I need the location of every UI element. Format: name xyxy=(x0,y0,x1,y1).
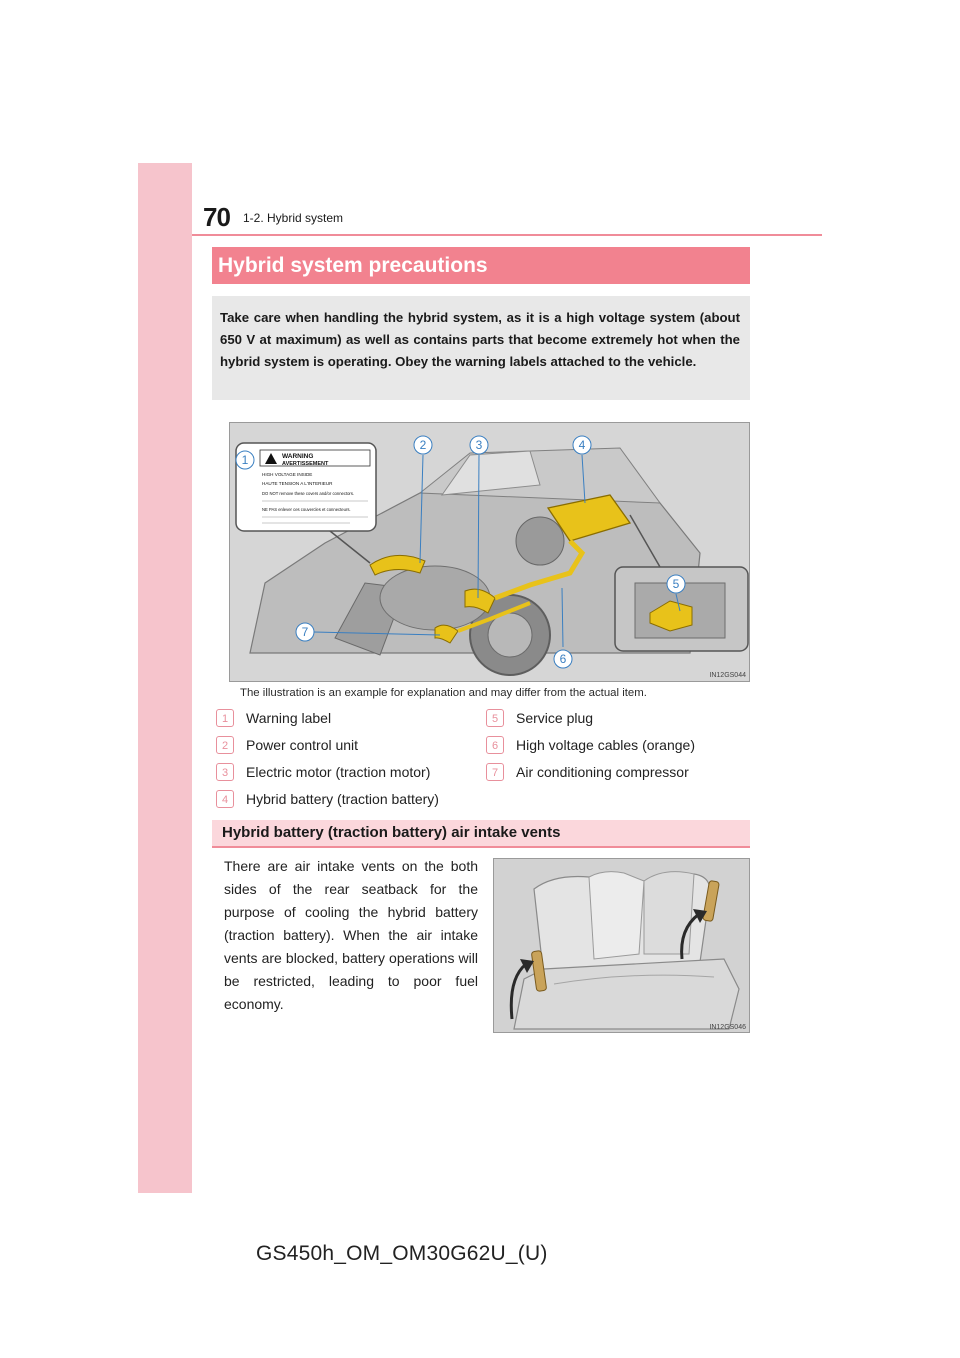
legend-item-electric-motor xyxy=(216,762,430,782)
figure-caption: The illustration is an example for explanation and may differ from the actual item. xyxy=(240,687,647,699)
warning-label-title: WARNING xyxy=(282,453,314,460)
section-title: Hybrid system precautions xyxy=(212,247,750,284)
legend-item-warning-label xyxy=(216,708,331,728)
legend-badge: 7 xyxy=(486,763,504,781)
intro-paragraph: Take care when handling the hybrid system, as it is a high voltage system (about 650 V at maximum) as well as contains parts that become extremely hot when the hybrid system is operating. Obey the warning labels attached to the vehicle. xyxy=(212,296,750,400)
legend-badge: 1 xyxy=(216,709,234,727)
legend-text: Power control unit xyxy=(246,737,359,753)
figure2-code: IN12GS046 xyxy=(709,1024,746,1031)
subsection-body: There are air intake vents on the both sides of the rear seatback for the purpose of cooling the hybrid battery (traction battery). When the air intake vents are blocked, battery operations will be restricted, leading to poor fuel economy. xyxy=(224,858,478,1012)
callout-6: 6 xyxy=(559,652,567,666)
legend-badge: 3 xyxy=(216,763,234,781)
legend-badge: 4 xyxy=(216,790,234,808)
legend-text: Air conditioning compressor xyxy=(516,764,689,780)
subsection-title: Hybrid battery (traction battery) air intake vents xyxy=(212,820,750,848)
warning-label-line2: HAUTE TENSION A L'INTERIEUR xyxy=(262,481,333,486)
warning-label-line4: NE PAS enlever ces couvercles et connecteurs. xyxy=(262,507,351,512)
callout-3: 3 xyxy=(475,438,483,452)
legend-text: Electric motor (traction motor) xyxy=(246,764,431,780)
section-label: 1-2. Hybrid system xyxy=(243,211,344,225)
legend-badge: 6 xyxy=(486,736,504,754)
callout-4: 4 xyxy=(578,438,586,452)
footer-doc-id: GS450h_OM_OM30G62U_(U) xyxy=(256,1242,548,1265)
legend-item-power-control-unit xyxy=(216,735,358,755)
callout-7: 7 xyxy=(301,625,309,639)
page-number: 70 xyxy=(203,202,230,232)
legend-text: Service plug xyxy=(516,710,594,726)
callout-2: 2 xyxy=(419,438,427,452)
warning-label-line1: HIGH VOLTAGE INSIDE xyxy=(262,472,313,477)
legend-item-high-voltage-cables xyxy=(486,735,695,755)
callout-5: 5 xyxy=(672,577,680,591)
hybrid-car-drawing xyxy=(230,423,750,682)
legend-badge: 2 xyxy=(216,736,234,754)
legend-item-hybrid-battery xyxy=(216,789,439,809)
callout-1: 1 xyxy=(241,453,249,467)
rear-seat-vents-illustration xyxy=(493,858,750,1033)
legend-item-service-plug xyxy=(486,708,593,728)
rear-seat-drawing xyxy=(494,859,750,1033)
header-rule xyxy=(192,234,822,236)
legend-text: Warning label xyxy=(246,710,332,726)
warning-label-line3: DO NOT remove these covers and/or connectors. xyxy=(262,491,355,496)
hybrid-system-illustration xyxy=(229,422,750,682)
legend-text: High voltage cables (orange) xyxy=(516,737,695,753)
figure1-code: IN12GS044 xyxy=(709,672,746,679)
warning-label-subtitle: AVERTISSEMENT xyxy=(282,461,329,467)
legend-badge: 5 xyxy=(486,709,504,727)
legend-item-ac-compressor xyxy=(486,762,689,782)
side-tab-band xyxy=(138,163,192,1193)
legend-text: Hybrid battery (traction battery) xyxy=(246,791,439,807)
